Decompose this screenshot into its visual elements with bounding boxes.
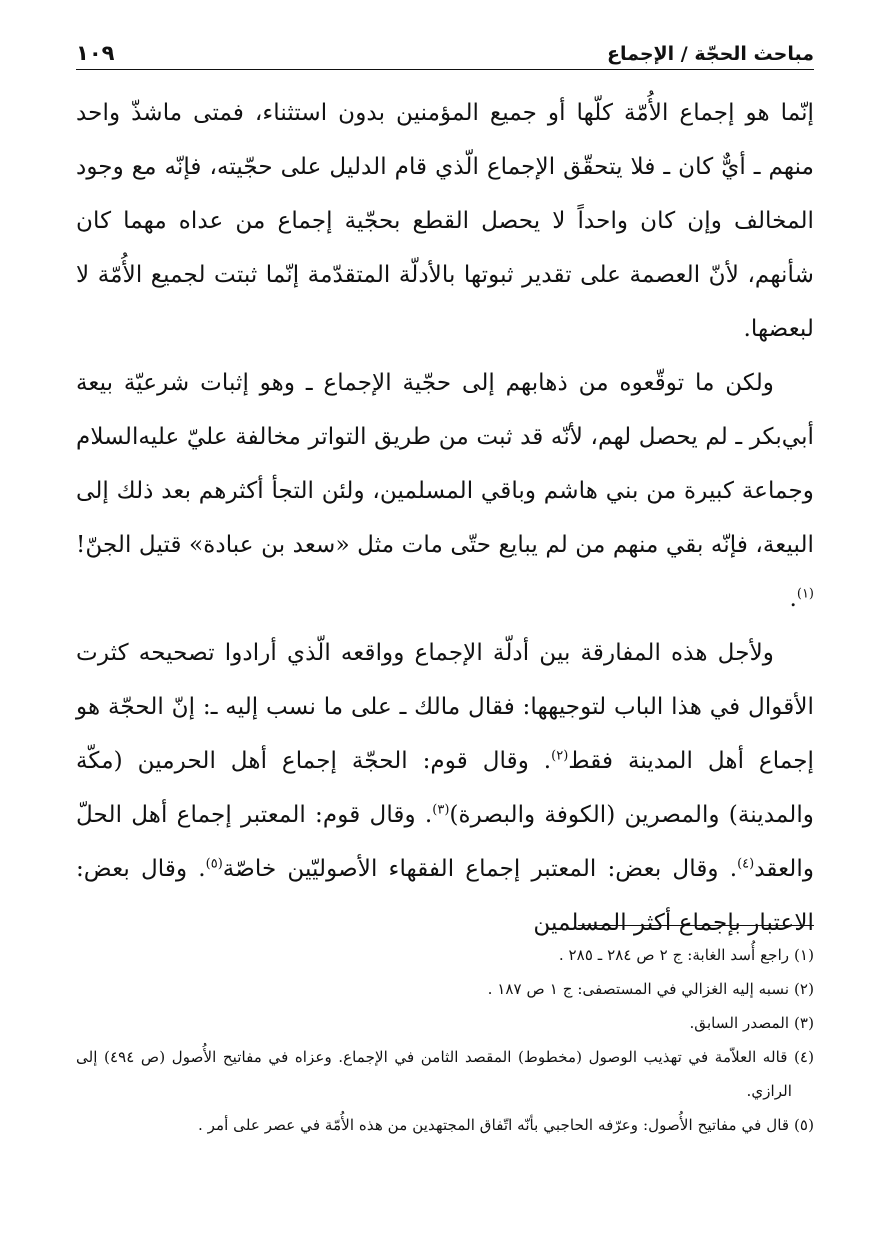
- footnote-1: (١) راجع أُسد الغابة: ج ٢ ص ٢٨٤ ـ ٢٨٥ .: [558, 946, 814, 964]
- main-text: [76, 86, 814, 950]
- footnote-4: (٤) قاله العلاّمة في تهذيب الوصول (مخطوط) المقصد الثامن في الإجماع. وعزاه في مفاتيح الأُصول (ص ٤٩٤) إلى الرازي.: [76, 1048, 814, 1100]
- footnote-ref-1: (١): [796, 586, 814, 602]
- running-title: مباحث الحجّة / الإجماع: [606, 43, 814, 65]
- page-number: ١٠٩: [76, 41, 115, 65]
- paragraph-2: ولكن ما توقّعوه من ذهابهم إلى حجّية الإجماع ـ وهو إثبات شرعيّة بيعة أبي‌بكر ـ لم يحصل لهم، لأنّه قد ثبت من طريق التواتر مخالفة عليّ عليه‌السلام وجماعة كبيرة من بني هاشم وباقي المسلمين، ولئن التجأ أكثرهم بعد ذلك إلى البيعة، فإنّه بقي منهم من لم يبايع حتّى مات مثل «سعد بن عبادة» قتيل الجنّ!$^{(١)}$.: [76, 369, 814, 612]
- running-header: [76, 30, 814, 70]
- paragraph-3-text-b: . وقال قوم: الحجّة إجماع أهل الحرمين (مكّة والمدينة) والمصرين (الكوفة والبصرة): [76, 747, 814, 828]
- paragraph-3-text-c: . وقال قوم: المعتبر إجماع أهل الحلّ والعقد: [76, 801, 815, 882]
- paragraph-3: [76, 626, 814, 950]
- footnote-2: (٢) نسبه إليه الغزالي في المستصفى: ج ١ ص ١٨٧ .: [487, 980, 814, 998]
- paragraph-3-text-d: . وقال بعض: المعتبر إجماع الفقهاء الأصوليّين خاصّة: [222, 855, 738, 882]
- footnote-ref-3: (٣): [432, 802, 450, 818]
- footnotes: [76, 938, 814, 1142]
- footnote-ref-2: (٢): [551, 748, 569, 764]
- paragraph-3-text-e: . وقال بعض: الاعتبار بإجماع أكثر المسلمين: [76, 855, 814, 936]
- paragraph-1-text: إنّما هو إجماع الأُمّة كلّها أو جميع المؤمنين بدون استثناء، فمتى ماشذّ واحد منهم ـ أيٌّ كان ـ فلا يتحقّق الإجماع الّذي قام الدليل على حجّيته، فإنّه مع وجود المخالف وإن كان واحداً لا يحصل القطع بحجّية إجماع من عداه مهما كان شأنهم، لأنّ العصمة على تقدير ثبوتها بالأدلّة المتقدّمة إنّما ثبتت لجميع الأُمّة لا لبعضها.: [76, 99, 814, 342]
- footnote-3: (٣) المصدر السابق.: [689, 1014, 814, 1032]
- footnote-5: (٥) قال في مفاتيح الأُصول: وعرّفه الحاجبي بأنّه اتّفاق المجتهدين من هذه الأُمّة في عصر على أمر .: [197, 1116, 814, 1134]
- paragraph-2-text: ولكن ما توقّعوه من ذهابهم إلى حجّية الإجماع ـ وهو إثبات شرعيّة بيعة أبي‌بكر ـ لم يحصل لهم، لأنّه قد ثبت من طريق التواتر مخالفة عليّ عليه‌السلام وجماعة كبيرة من بني هاشم وباقي المسلمين، ولئن التجأ أكثرهم بعد ذلك إلى البيعة، فإنّه بقي منهم من لم يبايع حتّى مات مثل «سعد بن عبادة» قتيل الجنّ!: [76, 369, 814, 558]
- footnote-ref-5: (٥): [205, 856, 223, 872]
- paragraph-1: [76, 86, 814, 356]
- paragraph-3-text-a: ولأجل هذه المفارقة بين أدلّة الإجماع وواقعه الّذي أرادوا تصحيحه كثرت الأقوال في هذا الباب لتوجيهها: فقال مالك ـ على ما نسب إليه ـ: إنّ الحجّة هو إجماع أهل المدينة فقط: [76, 639, 814, 774]
- footnote-divider: [578, 925, 814, 926]
- footnote-ref-4: (٤): [737, 856, 755, 872]
